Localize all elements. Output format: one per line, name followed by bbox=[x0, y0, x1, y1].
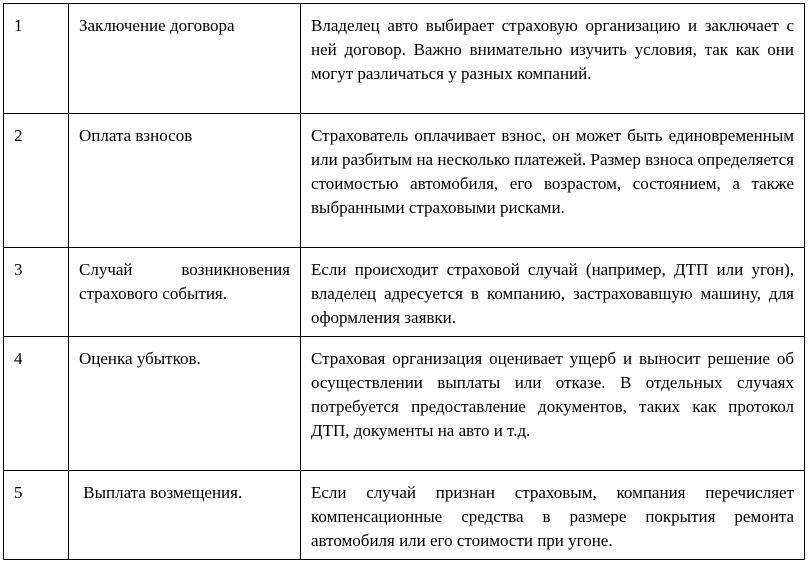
row-number: 3 bbox=[4, 248, 69, 337]
insurance-steps-table bbox=[3, 3, 805, 560]
table-row bbox=[4, 4, 805, 114]
table-row bbox=[4, 337, 805, 471]
row-number: 1 bbox=[4, 4, 69, 114]
stage-description: Владелец авто выбирает страховую организацию и заключает с ней договор. Важно внимательно изучить условия, так как они могут различаться у разных компаний. bbox=[301, 4, 805, 114]
stage-description: Если случай признан страховым, компания перечисляет компенсационные средства в размере покрытия ремонта автомобиля или его стоимости при угоне. bbox=[301, 471, 805, 560]
table-row bbox=[4, 248, 805, 337]
stage-description: Если происходит страховой случай (например, ДТП или угон), владелец адресуется в компанию, застраховавшую машину, для оформления заявки. bbox=[301, 248, 805, 337]
row-number: 5 bbox=[4, 471, 69, 560]
stage-name: Случай возникновения страхового события. bbox=[69, 248, 301, 337]
table-row bbox=[4, 114, 805, 248]
stage-name: Выплата возмещения. bbox=[69, 471, 301, 560]
table-row bbox=[4, 471, 805, 560]
row-number: 2 bbox=[4, 114, 69, 248]
stage-description: Страховая организация оценивает ущерб и выносит решение об осуществлении выплаты или отказе. В отдельных случаях потребуется предоставление документов, таких как протокол ДТП, документы на авто и т.д. bbox=[301, 337, 805, 471]
stage-description: Страхователь оплачивает взнос, он может быть единовременным или разбитым на несколько платежей. Размер взноса определяется стоимостью автомобиля, его возрастом, состоянием, а также выбранными страховыми рисками. bbox=[301, 114, 805, 248]
stage-name: Заключение договора bbox=[69, 4, 301, 114]
row-number: 4 bbox=[4, 337, 69, 471]
stage-name: Оценка убытков. bbox=[69, 337, 301, 471]
stage-name: Оплата взносов bbox=[69, 114, 301, 248]
